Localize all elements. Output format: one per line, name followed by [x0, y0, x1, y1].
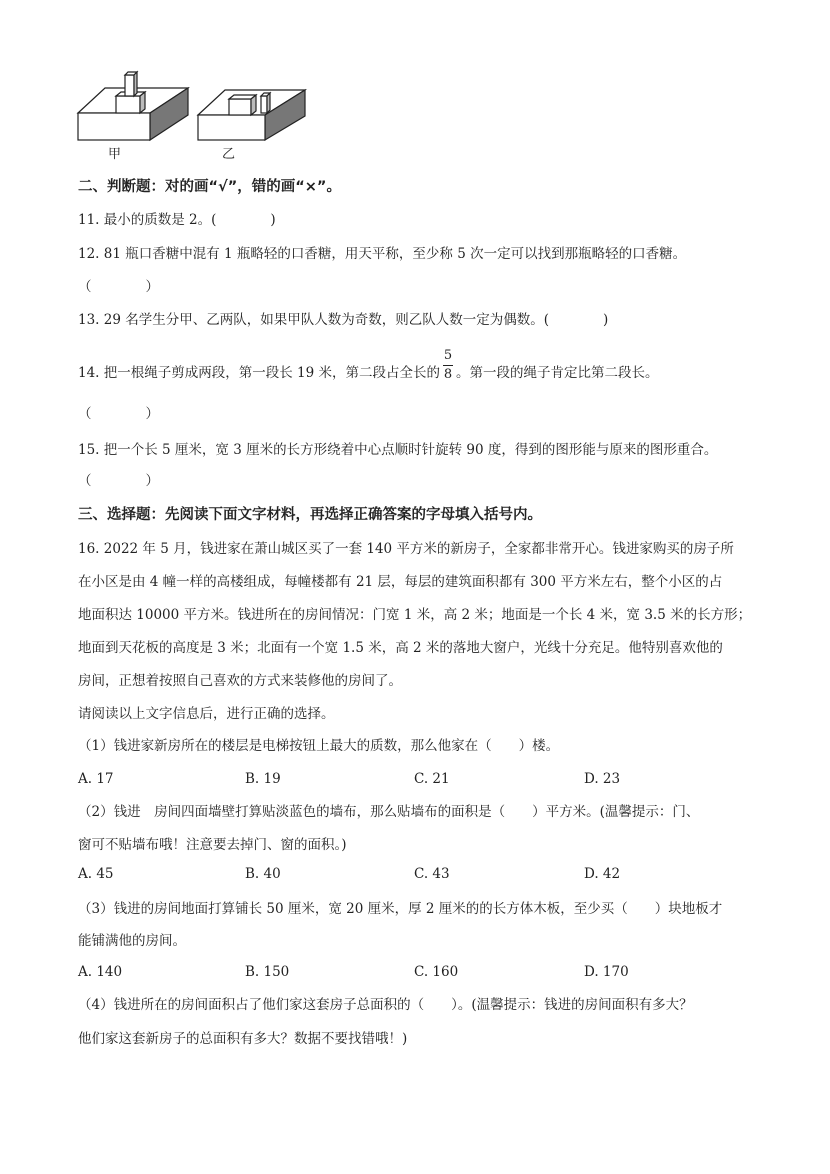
- option-c[interactable]: C. 160: [414, 964, 459, 980]
- section2-heading: 二、判断题：对的画“√”，错的画“×”。: [78, 179, 341, 195]
- subquestion-4: （4）钱进所在的房间面积占了他们家这套房子总面积的（ ）。(温馨提示：钱进的房间面积有多大？: [78, 997, 693, 1013]
- figure-yi: [198, 90, 305, 140]
- passage-line: 地面积达 10000 平方米。钱进所在的房间情况：门宽 1 米，高 2 米；地面是一个长 4 米，宽 3.5 米的长方形；: [78, 607, 752, 623]
- subquestion-2-cont: 窗可不贴墙布哦！注意要去掉门、窗的面积。): [78, 837, 347, 853]
- question-15: 15. 把一个长 5 厘米，宽 3 厘米的长方形绕着中心点顺时针旋转 90 度，得到的图形能与原来的图形重合。: [78, 442, 718, 458]
- cuboid-figures: [0, 0, 330, 150]
- fraction: [443, 348, 453, 382]
- option-d[interactable]: D. 42: [584, 866, 621, 882]
- question-14: [78, 348, 659, 382]
- option-d[interactable]: D. 23: [584, 771, 621, 787]
- option-a[interactable]: A. 17: [78, 771, 114, 787]
- subquestion-2: （2）钱进 房间四面墙壁打算贴淡蓝色的墙布，那么贴墙布的面积是（ ）平方米。(温馨提示：门、: [78, 804, 700, 820]
- passage-line: 16. 2022 年 5 月，钱进家在萧山城区买了一套 140 平方米的新房子，全家都非常开心。钱进家购买的房子所: [78, 541, 734, 557]
- passage-line: 地面到天花板的高度是 3 米；北面有一个宽 1.5 米，高 2 米的落地大窗户，光线十分充足。他特别喜欢他的: [78, 640, 723, 656]
- option-c[interactable]: C. 43: [414, 866, 450, 882]
- option-a[interactable]: A. 140: [78, 964, 123, 980]
- passage-line: 房间，正想着按照自己喜欢的方式来装修他的房间了。: [78, 673, 402, 689]
- question-12: 12. 81 瓶口香糖中混有 1 瓶略轻的口香糖，用天平称，至少称 5 次一定可以找到那瓶略轻的口香糖。: [78, 246, 687, 262]
- subquestion-3: （3）钱进的房间地面打算铺长 50 厘米，宽 20 厘米，厚 2 厘米的的长方体木板，至少买（ ）块地板才: [78, 901, 723, 917]
- figure-jia: [78, 72, 188, 140]
- subquestion-4-cont: 他们家这套新房子的总面积有多大？数据不要找错哦！): [78, 1031, 408, 1047]
- answer-blank-12[interactable]: （ ）: [78, 279, 159, 295]
- option-b[interactable]: B. 40: [245, 866, 281, 882]
- option-b[interactable]: B. 19: [245, 771, 281, 787]
- option-b[interactable]: B. 150: [245, 964, 290, 980]
- instruction: 请阅读以上文字信息后，进行正确的选择。: [78, 706, 335, 722]
- answer-blank-15[interactable]: （ ）: [78, 473, 159, 489]
- question-13: 13. 29 名学生分甲、乙两队，如果甲队人数为奇数，则乙队人数一定为偶数。( ): [78, 312, 609, 328]
- fraction-denominator: 8: [443, 367, 453, 382]
- question-14-text-end: 。第一段的绳子肯定比第二段长。: [456, 365, 659, 381]
- option-d[interactable]: D. 170: [584, 964, 629, 980]
- option-c[interactable]: C. 21: [414, 771, 450, 787]
- passage-line: 在小区是由 4 幢一样的高楼组成，每幢楼都有 21 层，每层的建筑面积都有 300 平方米左右，整个小区的占: [78, 574, 723, 590]
- subquestion-3-cont: 能铺满他的房间。: [78, 933, 186, 949]
- option-a[interactable]: A. 45: [78, 866, 114, 882]
- section3-heading: 三、选择题：先阅读下面文字材料，再选择正确答案的字母填入括号内。: [78, 507, 542, 523]
- fraction-numerator: 5: [443, 348, 453, 363]
- question-14-text: 14. 把一根绳子剪成两段，第一段长 19 米，第二段占全长的: [78, 365, 441, 381]
- subquestion-1: （1）钱进家新房所在的楼层是电梯按钮上最大的质数，那么他家在（ ）楼。: [78, 738, 560, 754]
- figure-label-yi: 乙: [222, 147, 236, 162]
- fraction-bar: [443, 365, 453, 366]
- figure-label-jia: 甲: [108, 147, 122, 162]
- answer-blank-14[interactable]: （ ）: [78, 406, 159, 422]
- question-11: 11. 最小的质数是 2。( ): [78, 212, 276, 228]
